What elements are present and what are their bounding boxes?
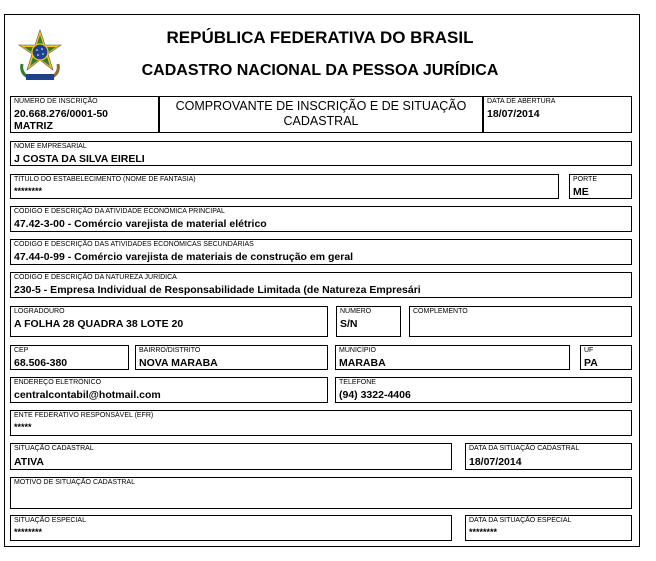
field-label: LOGRADOURO xyxy=(14,308,65,315)
field-label: COMPLEMENTO xyxy=(413,308,468,315)
numero-inscricao-value: 20.668.276/0001-50 xyxy=(14,108,109,120)
atividades-secundarias-box xyxy=(10,239,632,265)
field-label: MOTIVO DE SITUAÇÃO CADASTRAL xyxy=(14,479,135,486)
porte-value: ME xyxy=(573,186,589,198)
field-label: MUNICÍPIO xyxy=(339,347,376,354)
field-label: UF xyxy=(584,347,594,354)
logradouro-value: A FOLHA 28 QUADRA 38 LOTE 20 xyxy=(14,318,184,330)
complemento-box xyxy=(409,306,632,337)
nome-empresarial-box xyxy=(10,141,632,166)
email-box xyxy=(10,377,328,403)
situacao-especial-box xyxy=(10,515,452,541)
efr-value: ***** xyxy=(14,422,32,432)
data-abertura-box xyxy=(483,96,632,133)
municipio-value: MARABA xyxy=(339,357,386,369)
numero-inscricao-box xyxy=(10,96,159,133)
field-label: CÓDIGO E DESCRIÇÃO DA ATIVIDADE ECONÔMICA PRINCIPAL xyxy=(14,208,225,215)
field-label: ENTE FEDERATIVO RESPONSÁVEL (EFR) xyxy=(14,412,154,419)
field-label: SITUAÇÃO CADASTRAL xyxy=(14,445,94,452)
field-label: NOME EMPRESARIAL xyxy=(14,143,87,150)
nome-empresarial-value: J COSTA DA SILVA EIRELI xyxy=(14,153,145,165)
brazil-coat-of-arms-icon xyxy=(16,28,64,83)
motivo-situacao-box xyxy=(10,477,632,509)
municipio-box xyxy=(335,345,570,370)
telefone-box xyxy=(335,377,632,403)
cep-value: 68.506-380 xyxy=(14,357,68,369)
field-label: NÚMERO xyxy=(340,308,372,315)
atividade-principal-box xyxy=(10,206,632,232)
field-label: CEP xyxy=(14,347,29,354)
field-label: TÍTULO DO ESTABELECIMENTO (NOME DE FANTASIA) xyxy=(14,176,196,183)
bairro-value: NOVA MARABA xyxy=(139,357,218,369)
header-title: REPÚBLICA FEDERATIVA DO BRASIL xyxy=(166,28,474,47)
document-title-box xyxy=(159,96,483,133)
field-label: ENDEREÇO ELETRÔNICO xyxy=(14,379,102,386)
field-label: TELEFONE xyxy=(339,379,376,386)
titulo-estabelecimento-value: ******** xyxy=(14,186,43,196)
atividades-secundarias-value: 47.44-0-99 - Comércio varejista de materiais de construção em geral xyxy=(14,251,354,263)
field-label: PORTE xyxy=(573,176,597,183)
matriz-value: MATRIZ xyxy=(14,120,53,132)
titulo-estabelecimento-box xyxy=(10,174,559,199)
field-label: CÓDIGO E DESCRIÇÃO DA NATUREZA JURÍDICA xyxy=(14,274,177,281)
field-label: DATA DA SITUAÇÃO ESPECIAL xyxy=(469,517,572,524)
data-situacao-especial-box xyxy=(465,515,632,541)
data-situacao-especial-value: ******** xyxy=(469,527,498,537)
field-label: DATA DA SITUAÇÃO CADASTRAL xyxy=(469,445,580,452)
field-label: DATA DE ABERTURA xyxy=(487,98,556,105)
field-label: SITUAÇÃO ESPECIAL xyxy=(14,517,86,524)
telefone-value: (94) 3322-4406 xyxy=(339,389,411,401)
header-subtitle: CADASTRO NACIONAL DA PESSOA JURÍDICA xyxy=(141,62,499,79)
cep-box xyxy=(10,345,129,370)
numero-value: S/N xyxy=(340,318,358,330)
data-situacao-box xyxy=(465,443,632,470)
uf-value: PA xyxy=(584,357,598,369)
natureza-juridica-value: 230-5 - Empresa Individual de Responsabilidade Limitada (de Natureza Empresári xyxy=(14,284,421,296)
atividade-principal-value: 47.42-3-00 - Comércio varejista de material elétrico xyxy=(14,218,267,230)
situacao-especial-value: ******** xyxy=(14,527,43,537)
data-abertura-value: 18/07/2014 xyxy=(487,108,540,120)
situacao-box xyxy=(10,443,452,470)
data-situacao-value: 18/07/2014 xyxy=(469,456,522,468)
field-label: NÚMERO DE INSCRIÇÃO xyxy=(14,98,98,105)
natureza-juridica-box xyxy=(10,272,632,298)
bairro-box xyxy=(135,345,328,370)
numero-box xyxy=(336,306,401,337)
efr-box xyxy=(10,410,632,436)
document-title: COMPROVANTE DE INSCRIÇÃO E DE SITUAÇÃO CADASTRAL xyxy=(175,99,467,128)
field-label: BAIRRO/DISTRITO xyxy=(139,347,201,354)
email-value: centralcontabil@hotmail.com xyxy=(14,389,161,401)
uf-box xyxy=(580,345,632,370)
porte-box xyxy=(569,174,632,199)
situacao-value: ATIVA xyxy=(14,456,44,468)
field-label: CÓDIGO E DESCRIÇÃO DAS ATIVIDADES ECONÔMICAS SECUNDÁRIAS xyxy=(14,241,254,248)
logradouro-box xyxy=(10,306,328,337)
